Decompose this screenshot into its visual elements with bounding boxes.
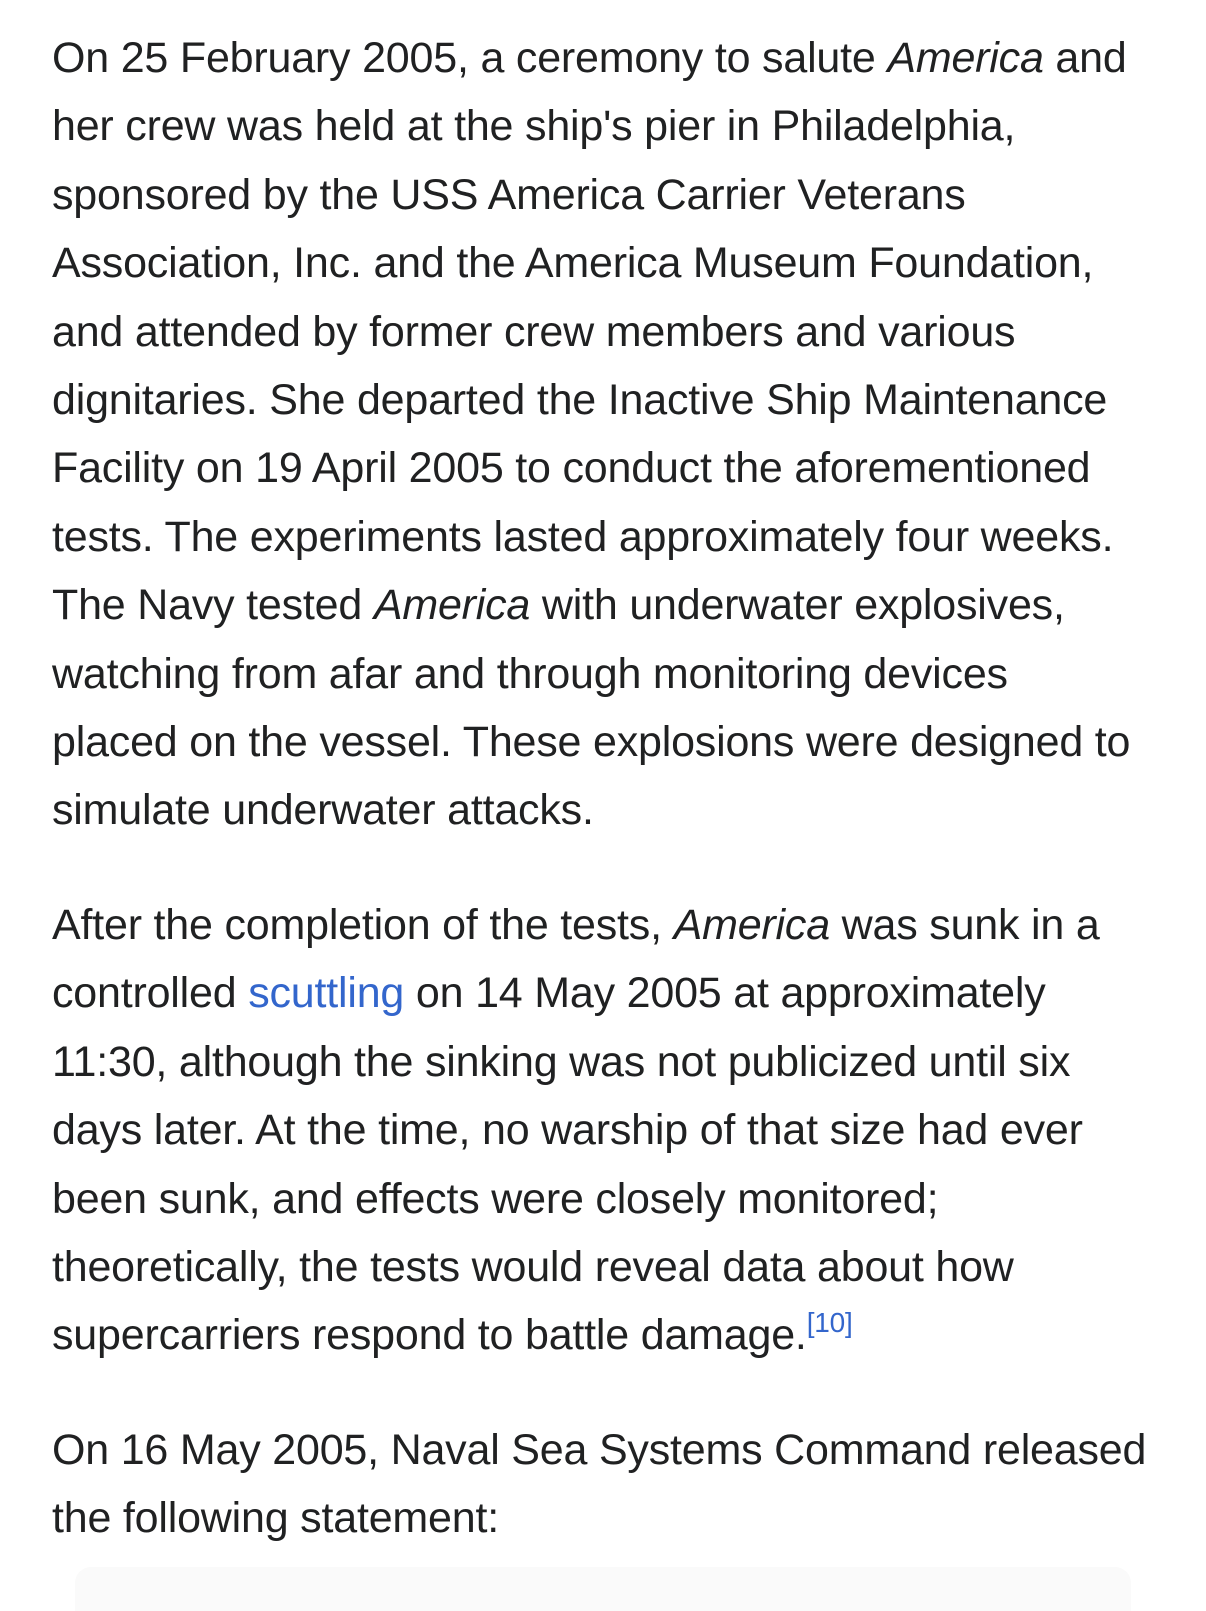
- text-segment: watching from afar and through monitoring devices: [52, 649, 1008, 698]
- text-line: [52, 1301, 1154, 1369]
- text-line: [52, 229, 1154, 297]
- quote-section: [0, 1567, 1206, 1611]
- text-line: [52, 640, 1154, 708]
- text-line: [52, 1484, 1154, 1552]
- text-segment: controlled: [52, 969, 249, 1018]
- paragraph-1: [52, 24, 1154, 845]
- reference-10-link[interactable]: [10]: [806, 1306, 853, 1338]
- text-line: [52, 161, 1154, 229]
- text-segment: 11:30, although the sinking was not publicized until six: [52, 1037, 1071, 1086]
- text-segment: been sunk, and effects were closely monitored;: [52, 1174, 939, 1223]
- text-segment: supercarriers respond to battle damage.: [52, 1311, 807, 1360]
- text-segment: days later. At the time, no warship of that size had ever: [52, 1106, 1083, 1155]
- paragraph-2: [52, 891, 1154, 1370]
- text-line: [52, 708, 1154, 776]
- text-segment: theoretically, the tests would reveal data about how: [52, 1242, 1014, 1291]
- text-segment: After the completion of the tests,: [52, 900, 674, 949]
- blockquote-preview: [75, 1567, 1131, 1611]
- ship-name-italic: America: [673, 900, 830, 949]
- text-segment: On 16 May 2005, Naval Sea Systems Command released: [52, 1425, 1147, 1474]
- text-segment: on 14 May 2005 at approximately: [404, 969, 1046, 1018]
- text-line: [52, 776, 1154, 844]
- ship-name-italic: America: [373, 581, 531, 630]
- text-line: [52, 434, 1154, 502]
- text-segment: and: [1043, 34, 1127, 82]
- reference-10-link[interactable]: [807, 1307, 853, 1338]
- text-segment: and attended by former crew members and various: [52, 307, 1016, 356]
- text-segment: Facility on 19 April 2005 to conduct the aforementioned: [52, 444, 1091, 493]
- text-line: [52, 366, 1154, 434]
- text-line: [52, 1165, 1154, 1233]
- text-segment: placed on the vessel. These explosions were designed to: [52, 718, 1131, 767]
- text-line: [52, 571, 1154, 639]
- text-line: [52, 1416, 1154, 1484]
- text-line: [52, 1096, 1154, 1164]
- text-line: [52, 1233, 1154, 1301]
- text-line: [52, 891, 1154, 959]
- text-segment: sponsored by the USS America Carrier Veterans: [52, 170, 966, 219]
- text-segment: Association, Inc. and the America Museum Foundation,: [52, 239, 1094, 288]
- text-segment: The Navy tested: [52, 581, 374, 630]
- text-segment: On 25 February 2005, a ceremony to salute: [52, 34, 888, 82]
- text-segment: with underwater explosives,: [530, 581, 1065, 630]
- ship-name-italic: America: [887, 34, 1044, 82]
- text-segment: her crew was held at the ship's pier in Philadelphia,: [52, 102, 1016, 151]
- text-segment: tests. The experiments lasted approximately four weeks.: [52, 512, 1114, 561]
- text-segment: dignitaries. She departed the Inactive Ship Maintenance: [52, 376, 1108, 425]
- scuttling-link[interactable]: scuttling: [248, 969, 405, 1018]
- text-segment: was sunk in a: [829, 900, 1100, 949]
- text-line: [52, 959, 1154, 1027]
- text-line: [52, 298, 1154, 366]
- text-line: [52, 92, 1154, 160]
- text-segment: simulate underwater attacks.: [52, 786, 594, 835]
- text-segment: the following statement:: [52, 1494, 499, 1543]
- text-line: [52, 24, 1154, 92]
- text-line: [52, 503, 1154, 571]
- text-line: [52, 1028, 1154, 1096]
- paragraph-3: [52, 1416, 1154, 1553]
